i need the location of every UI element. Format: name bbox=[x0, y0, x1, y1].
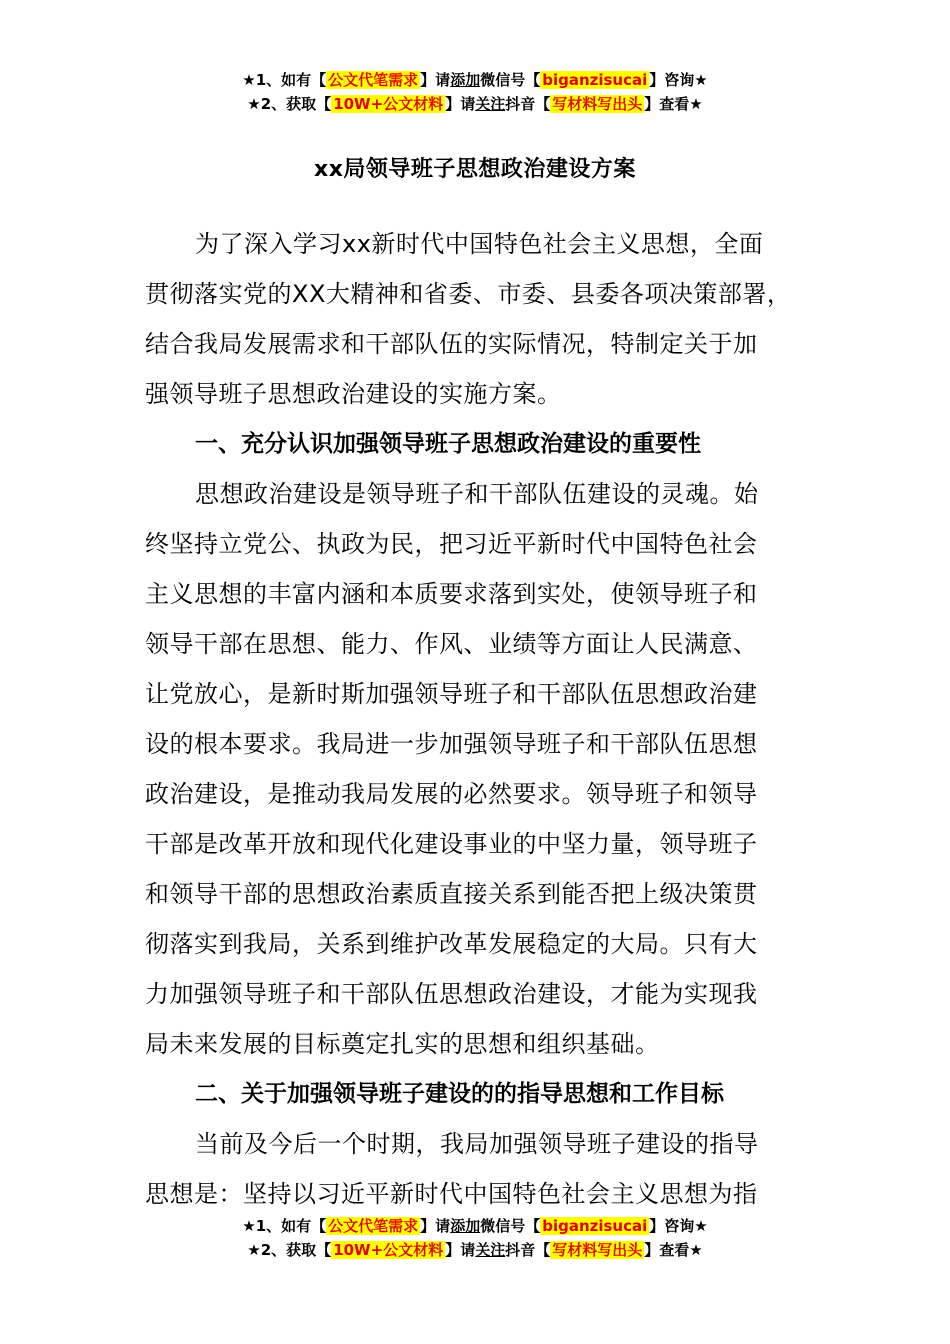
intro-paragraph bbox=[145, 219, 813, 419]
section-2-paragraph bbox=[145, 1119, 813, 1219]
douyin-id-highlight: 写材料写出头 bbox=[552, 1241, 643, 1259]
notice-text: 】请 bbox=[445, 95, 476, 113]
text-line: 强领导班子思想政治建设的实施方案。 bbox=[145, 380, 562, 408]
text-line: 结合我局发展需求和干部队伍的实际情况，特制定关于加 bbox=[145, 330, 758, 358]
notice-text: 】请 bbox=[420, 1217, 451, 1235]
notice-text: 】请 bbox=[420, 71, 451, 89]
notice-text: ★1、如有【 bbox=[242, 1217, 327, 1235]
text-line: 贯彻落实党的XX大精神和省委、市委、县委各项决策部署， bbox=[145, 280, 792, 308]
notice-underlined: 关注 bbox=[475, 1241, 506, 1259]
text-line: 干部是改革开放和现代化建设事业的中坚力量，领导班子 bbox=[145, 830, 758, 858]
footer-notice bbox=[0, 1214, 950, 1262]
notice-underlined: 添加 bbox=[450, 1217, 481, 1235]
text-line: 让党放心，是新时斯加强领导班子和干部队伍思想政治建 bbox=[145, 680, 758, 708]
text-line: 局未来发展的目标奠定扎实的思想和组织基础。 bbox=[145, 1030, 660, 1058]
notice-text: 】请 bbox=[445, 1241, 476, 1259]
document-title: xx局领导班子思想政治建设方案 bbox=[314, 157, 636, 182]
notice-text: ★1、如有【 bbox=[242, 71, 327, 89]
text-line: 领导干部在思想、能力、作风、业绩等方面让人民满意、 bbox=[145, 630, 758, 658]
text-line: 为了深入学习xx新时代中国特色社会主义思想，全面 bbox=[195, 230, 764, 258]
text-line: 思想是：坚持以习近平新时代中国特色社会主义思想为指 bbox=[145, 1180, 758, 1208]
notice-line-1 bbox=[0, 1214, 950, 1238]
section-1-paragraph bbox=[145, 469, 813, 1069]
text-line: 终坚持立党公、执政为民，把习近平新时代中国特色社会 bbox=[145, 530, 758, 558]
text-line: 当前及今后一个时期，我局加强领导班子建设的指导 bbox=[195, 1130, 759, 1158]
text-line: 彻落实到我局，关系到维护改革发展稳定的大局。只有大 bbox=[145, 930, 758, 958]
text-line: 和领导干部的思想政治素质直接关系到能否把上级决策贯 bbox=[145, 880, 758, 908]
text-line: 设的根本要求。我局进一步加强领导班子和干部队伍思想 bbox=[145, 730, 758, 758]
wechat-id-highlight: biganzisucai bbox=[542, 71, 648, 89]
notice-underlined: 添加 bbox=[450, 71, 481, 89]
notice-highlight: 公文代笔需求 bbox=[328, 1217, 419, 1235]
notice-text: 】查看★ bbox=[644, 95, 703, 113]
douyin-id-highlight: 写材料写出头 bbox=[552, 95, 643, 113]
text-line: 主义思想的丰富内涵和本质要求落到实处，使领导班子和 bbox=[145, 580, 758, 608]
notice-highlight: 10W+公文材料 bbox=[333, 95, 444, 113]
notice-text: 微信号【 bbox=[480, 71, 541, 89]
notice-highlight: 公文代笔需求 bbox=[328, 71, 419, 89]
text-line: 力加强领导班子和干部队伍思想政治建设，才能为实现我 bbox=[145, 980, 758, 1008]
notice-line-1 bbox=[0, 68, 950, 92]
text-line: 政治建设，是推动我局发展的必然要求。领导班子和领导 bbox=[145, 780, 758, 808]
notice-underlined: 关注 bbox=[475, 95, 506, 113]
notice-highlight: 10W+公文材料 bbox=[333, 1241, 444, 1259]
notice-text: 抖音【 bbox=[505, 95, 551, 113]
notice-line-2 bbox=[0, 1238, 950, 1262]
notice-text: 】咨询★ bbox=[649, 71, 708, 89]
notice-text: 】查看★ bbox=[644, 1241, 703, 1259]
section-1-heading: 一、充分认识加强领导班子思想政治建设的重要性 bbox=[195, 431, 701, 457]
header-notice bbox=[0, 68, 950, 116]
section-2-heading: 二、关于加强领导班子建设的的指导思想和工作目标 bbox=[195, 1081, 724, 1107]
notice-text: ★2、获取【 bbox=[247, 1241, 332, 1259]
wechat-id-highlight: biganzisucai bbox=[542, 1217, 648, 1235]
document-body bbox=[145, 219, 813, 1219]
text-line: 思想政治建设是领导班子和干部队伍建设的灵魂。始 bbox=[195, 480, 759, 508]
notice-text: 】咨询★ bbox=[649, 1217, 708, 1235]
notice-text: 抖音【 bbox=[505, 1241, 551, 1259]
notice-line-2 bbox=[0, 92, 950, 116]
notice-text: 微信号【 bbox=[480, 1217, 541, 1235]
notice-text: ★2、获取【 bbox=[247, 95, 332, 113]
